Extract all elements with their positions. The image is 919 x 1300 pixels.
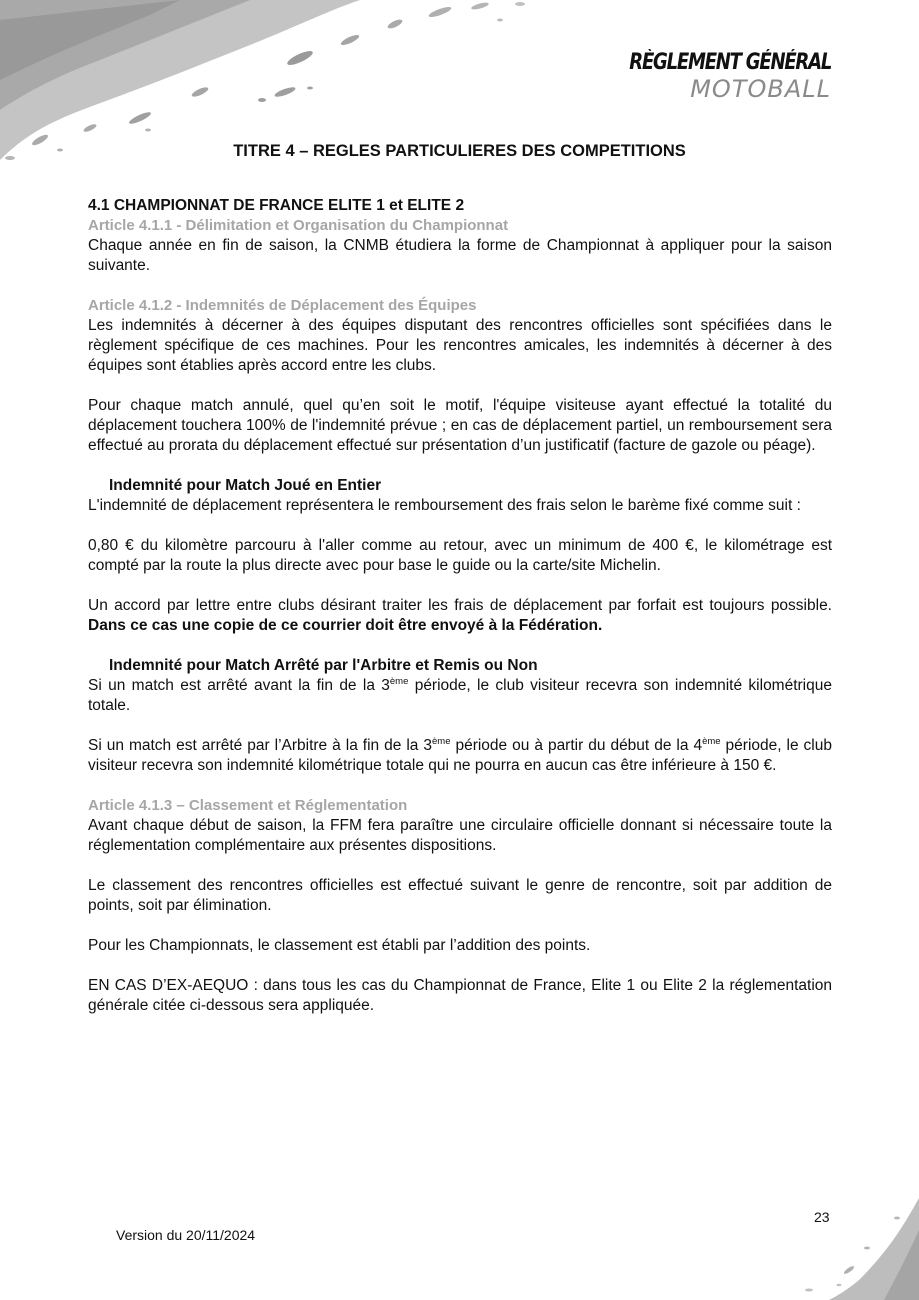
document-body — [88, 196, 832, 1016]
paragraph — [88, 676, 832, 716]
superscript: ème — [432, 735, 451, 747]
paragraph — [88, 736, 832, 776]
paragraph-text: Si un match est arrêté par l’Arbitre à la fin de la 3 — [88, 737, 432, 754]
subsection-title-stopped-match: Indemnité pour Match Arrêté par l'Arbitre et Remis ou Non — [109, 657, 538, 674]
brand-logo — [585, 50, 831, 102]
paragraph-text: période, le club visiteur recevra son indemnité kilométrique totale. — [88, 677, 832, 714]
paragraph: L'indemnité de déplacement représentera le remboursement des frais selon le barème fixé comme suit : — [88, 497, 801, 514]
brand-subtitle: MOTOBALL — [690, 75, 831, 103]
paragraph: EN CAS D’EX-AEQUO : dans tous les cas du Championnat de France, Elite 1 ou Elite 2 la réglementation générale citée ci-dessous sera appliquée. — [88, 977, 832, 1014]
paragraph: Chaque année en fin de saison, la CNMB étudiera la forme de Championnat à appliquer pour la saison suivante. — [88, 237, 832, 274]
paragraph: Pour les Championnats, le classement est établi par l’addition des points. — [88, 937, 591, 954]
splash-decoration-bottom-right — [739, 1190, 919, 1300]
article-4-1-3-title: Article 4.1.3 – Classement et Réglementation — [88, 797, 408, 814]
page-number: 23 — [814, 1209, 830, 1225]
paragraph-text: Si un match est arrêté avant la fin de la 3 — [88, 677, 390, 694]
paragraph-text: Un accord par lettre entre clubs désirant traiter les frais de déplacement par forfait est toujours possible. — [88, 597, 832, 614]
paragraph: Les indemnités à décerner à des équipes disputant des rencontres officielles sont spécifiées dans le règlement spécifique de ces machines. Pour les rencontres amicales, les indemnités à décerner à des équipes sont établies après accord entre les clubs. — [88, 317, 832, 374]
paragraph: 0,80 € du kilomètre parcouru à l'aller comme au retour, avec un minimum de 400 €, le kilométrage est compté par la route la plus directe avec pour base le guide ou la carte/site Michelin. — [88, 537, 832, 574]
brand-title: RÈGLEMENT GÉNÉRAL — [629, 50, 831, 75]
paragraph: Pour chaque match annulé, quel qu’en soit le motif, l'équipe visiteuse ayant effectué la totalité du déplacement touchera 100% de l'indemnité prévue ; en cas de déplacement partiel, un remboursement sera effectué au prorata du déplacement effectué sur présentation d’un justificatif (facture de gazole ou péage). — [88, 397, 832, 454]
section-heading: 4.1 CHAMPIONNAT DE FRANCE ELITE 1 et ELITE 2 — [88, 197, 465, 214]
paragraph — [88, 596, 832, 636]
page-title: TITRE 4 – REGLES PARTICULIERES DES COMPETITIONS — [233, 142, 686, 160]
article-4-1-2-title: Article 4.1.2 - Indemnités de Déplacement des Équipes — [88, 297, 477, 314]
paragraph-text: période ou à partir du début de la 4 — [450, 737, 703, 754]
version-date: Version du 20/11/2024 — [116, 1227, 256, 1243]
paragraph-bold-text: Dans ce cas une copie de ce courrier doit être envoyé à la Fédération. — [88, 617, 603, 634]
paragraph: Le classement des rencontres officielles est effectué suivant le genre de rencontre, soit par addition de points, soit par élimination. — [88, 877, 832, 914]
article-4-1-1-title: Article 4.1.1 - Délimitation et Organisation du Championnat — [88, 217, 509, 234]
subsection-title-full-match: Indemnité pour Match Joué en Entier — [109, 477, 382, 494]
paragraph-text: période, le club visiteur recevra son indemnité kilométrique totale qui ne pourra en aucun cas être inférieure à 150 €. — [88, 737, 832, 774]
superscript: ème — [702, 735, 721, 747]
paragraph: Avant chaque début de saison, la FFM fera paraître une circulaire officielle donnant si nécessaire toute la réglementation complémentaire aux présentes dispositions. — [88, 817, 832, 854]
superscript: ème — [389, 675, 409, 687]
